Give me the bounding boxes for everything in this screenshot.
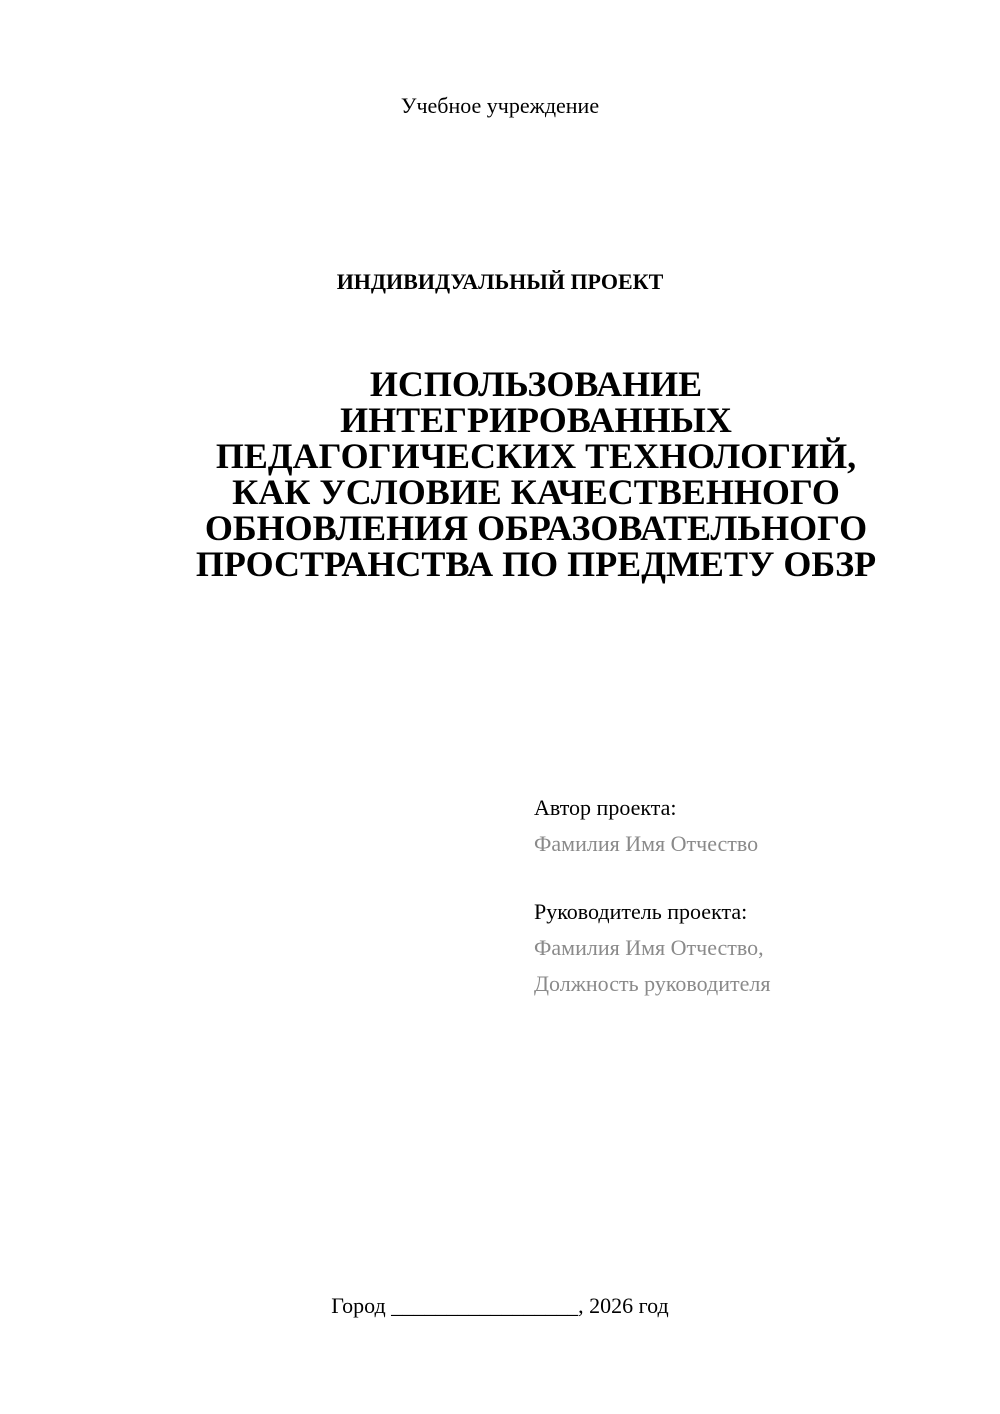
city-year-line: Город _________________, 2026 год — [331, 1293, 669, 1318]
supervisor-name-placeholder: Фамилия Имя Отчество, — [534, 935, 764, 960]
project-credits — [534, 790, 974, 1002]
project-title-line: ИНТЕГРИРОВАННЫХ — [340, 400, 732, 440]
credits-spacer — [534, 862, 974, 894]
project-type-heading: ИНДИВИДУАЛЬНЫЙ ПРОЕКТ — [336, 269, 664, 294]
supervisor-position-placeholder: Должность руководителя — [534, 971, 771, 996]
author-label: Автор проекта: — [534, 795, 677, 820]
project-title-line: ПЕДАГОГИЧЕСКИХ ТЕХНОЛОГИЙ, — [215, 436, 857, 476]
project-title-line: ОБНОВЛЕНИЯ ОБРАЗОВАТЕЛЬНОГО — [204, 508, 868, 548]
project-title-line: ПРОСТРАНСТВА ПО ПРЕДМЕТУ ОБЗР — [195, 544, 877, 584]
project-title-line: КАК УСЛОВИЕ КАЧЕСТВЕННОГО — [232, 472, 840, 512]
author-name-placeholder: Фамилия Имя Отчество — [534, 831, 759, 856]
project-title — [100, 366, 972, 582]
project-title-line: ИСПОЛЬЗОВАНИЕ — [369, 364, 703, 404]
supervisor-label: Руководитель проекта: — [534, 899, 748, 924]
institution-name: Учебное учреждение — [400, 93, 600, 118]
